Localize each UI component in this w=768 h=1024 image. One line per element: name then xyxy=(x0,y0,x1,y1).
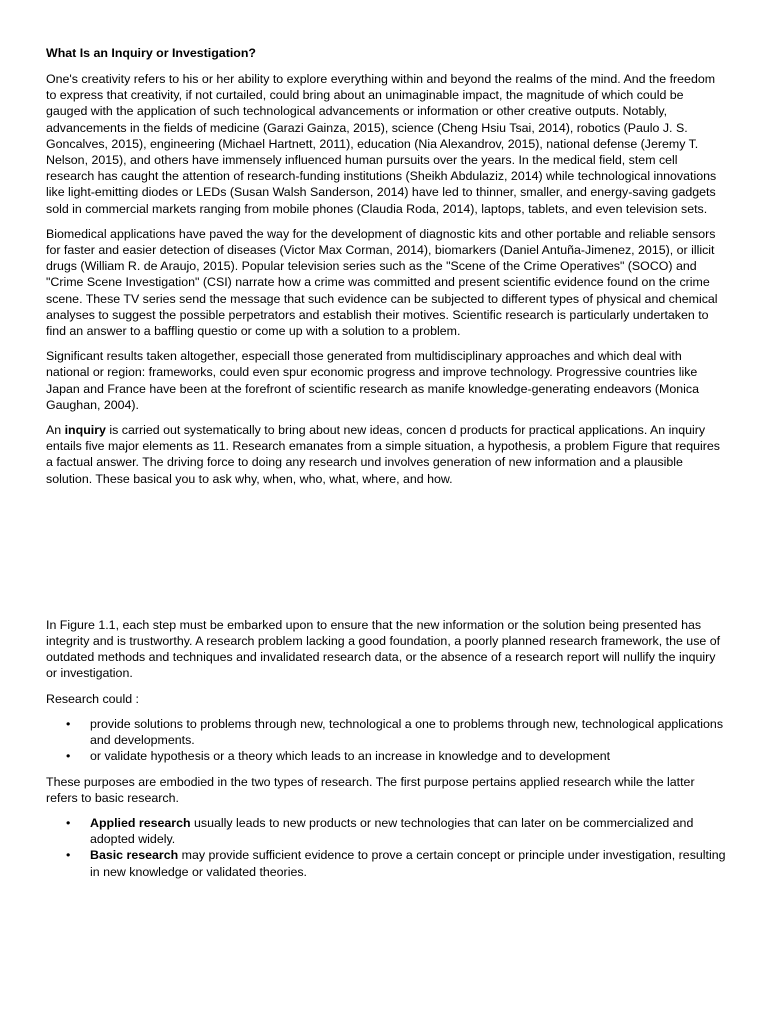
section-title: What Is an Inquiry or Investigation? xyxy=(46,46,256,60)
inquiry-prefix: An xyxy=(46,423,65,438)
list-item-text: provide solutions to problems through new, technological a one to problems through new, technological applications and developments. xyxy=(90,716,724,748)
list-item xyxy=(66,815,726,847)
list-item xyxy=(66,847,726,879)
basic-research-text: may provide sufficient evidence to prove a certain concept or principle under investigation, resulting in new knowledge or validated theories. xyxy=(90,848,726,879)
paragraph-figure-1-1: In Figure 1.1, each step must be embarked upon to ensure that the new information or the solution being presented has integrity and is trustworthy. A research problem lacking a good foundation, a poorly planned research framework, the use of outdated methods and techniques and invalidated research data, or the absence of a research report will nullify the inquiry or investigation. xyxy=(46,617,721,681)
paragraph-purposes: These purposes are embodied in the two types of research. The first purpose pertains applied research while the latter refers to basic research. xyxy=(46,774,695,805)
list-item xyxy=(66,748,726,764)
inquiry-term: inquiry xyxy=(64,423,106,438)
research-could-list xyxy=(46,716,726,765)
list-item-text: or validate hypothesis or a theory which leads to an increase in knowledge and to development xyxy=(90,749,611,764)
figure-gap xyxy=(46,496,726,617)
paragraph-research-could: Research could : xyxy=(46,691,139,706)
paragraph-significant-results: Significant results taken altogether, especiall those generated from multidisciplinary approaches and which deal with national or region: frameworks, could even spur economic progress and improve technology. Progressive countries like Japan and France have been at the forefront of scientific research as manife knowledge-generating endeavors (Monica Gaughan, 2004). xyxy=(46,349,699,412)
bullet-icon: • xyxy=(66,848,71,863)
applied-research-term: Applied research xyxy=(90,815,191,830)
bullet-icon: • xyxy=(66,815,71,830)
applied-research-text: usually leads to new products or new technologies that can later on be commercialized and adopted widely. xyxy=(90,815,694,847)
basic-research-term: Basic research xyxy=(90,848,179,863)
document-page xyxy=(46,45,726,889)
research-types-list xyxy=(46,815,726,880)
paragraph-creativity: One's creativity refers to his or her ability to explore everything within and beyond the realms of the mind. And the freedom to express that creativity, if not curtailed, could bring about an unimaginable impact, the magnitude of which could be gauged with the application of such technological advancements or information or other creative outputs. Notably, advancements in the fields of medicine (Garazi Gainza, 2015), science (Cheng Hsiu Tsai, 2014), robotics (Paulo J. S. Goncalves, 2015), engineering (Michael Hartnett, 2011), education (Nia Alexandrov, 2015), national defense (Jeremy T. Nelson, 2015), and others have immensely influenced human pursuits over the years. In the medical field, stem cell research has caught the attention of research-funding institutions (Sheikh Abdulaziz, 2014) while technological innovations like light-emitting diodes or LEDs (Susan Walsh Sanderson, 2014) have led to thinner, smaller, and energy-saving gadgets sold in commercial markets ranging from mobile phones (Claudia Roda, 2014), laptops, tablets, and even television sets. xyxy=(46,72,717,216)
paragraph-inquiry xyxy=(46,422,726,487)
paragraph-biomedical: Biomedical applications have paved the way for the development of diagnostic kits and other portable and reliable sensors for faster and easier detection of diseases (Victor Max Corman, 2014), biomarkers (Daniel Antuña-Jimenez, 2015), or illicit drugs (William R. de Araujo, 2015). Popular television series such as the "Scene of the Crime Operatives" (SOCO) and "Crime Scene Investigation" (CSI) narrate how a crime was committed and present scientific evidence found on the crime scene. These TV series send the message that such evidence can be subjected to different types of physical and chemical analyses to suggest the possible perpetrators and establish their motives. Scientific research is particularly undertaken to find an answer to a baffling questio or come up with a solution to a problem. xyxy=(46,226,718,339)
list-item xyxy=(66,716,726,748)
bullet-icon: • xyxy=(66,749,71,764)
inquiry-rest: is carried out systematically to bring about new ideas, concen d products for practical applications. An inquiry entails five major elements as 11. Research emanates from a simple situation, a hypothesis, a problem Figure that requires a factual answer. The driving force to doing any research und involves generation of new information and a plausible solution. These basical you to ask why, when, who, what, where, and how. xyxy=(46,423,721,486)
bullet-icon: • xyxy=(66,716,71,731)
